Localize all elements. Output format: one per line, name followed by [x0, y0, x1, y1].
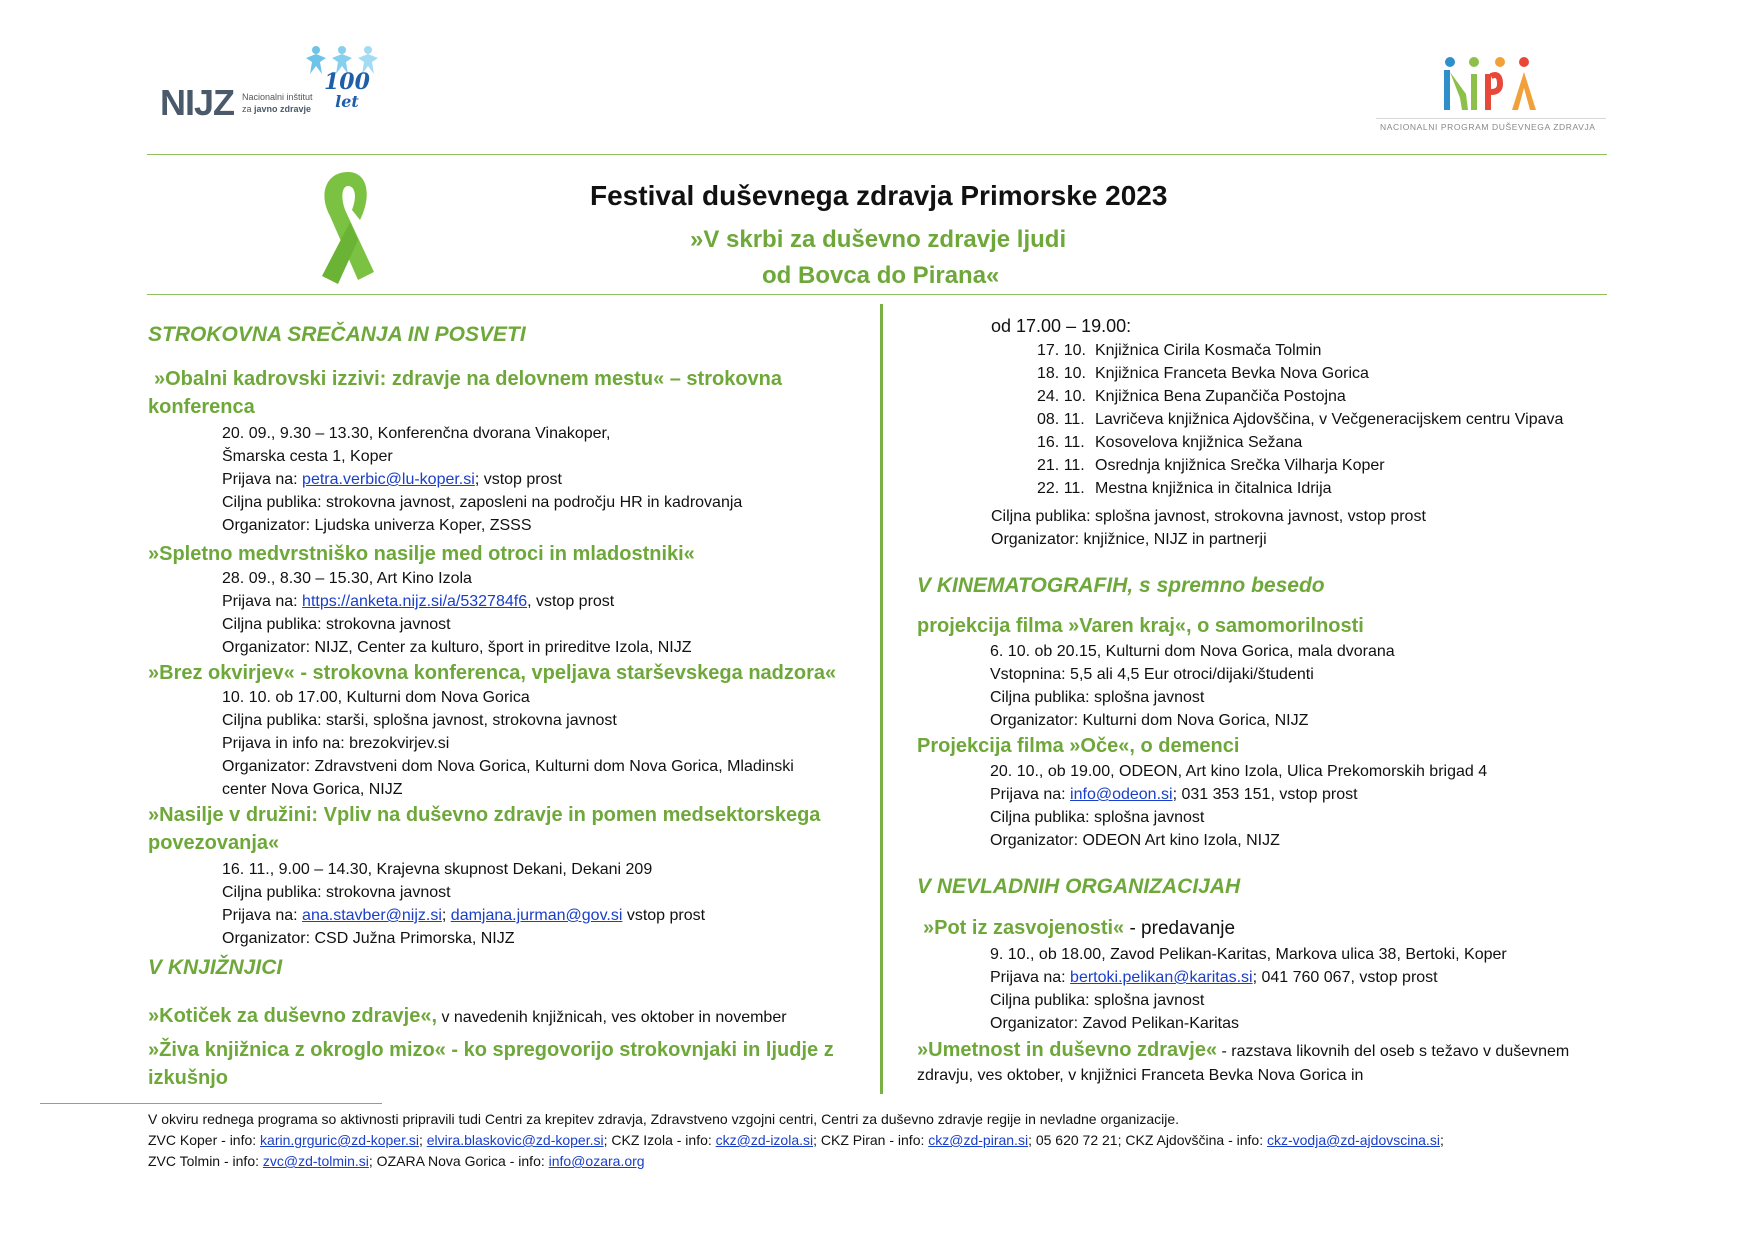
email-link-odeon[interactable]: info@odeon.si — [1070, 786, 1173, 803]
email-link-karin[interactable]: karin.grguric@zd-koper.si — [260, 1132, 419, 1148]
library-item: 16. 11. Kosovelova knjižnica Sežana — [1037, 434, 1303, 451]
email-link-ckz-piran[interactable]: ckz@zd-piran.si — [928, 1132, 1029, 1148]
library-info: Ciljna publika: splošna javnost, strokovna javnost, vstop prost Organizator: knjižnice, NIJZ in partnerji — [991, 508, 1426, 548]
library-item: 24. 10. Knjižnica Bena Zupančiča Postojna — [1037, 388, 1346, 405]
event-details-nasilje: 16. 11., 9.00 – 14.30, Krajevna skupnost Dekani, Dekani 209 Ciljna publika: strokovna javnost Prijava na: ana.stavber@nijz.si; damjana.jurman@gov.si vstop prost Organizator: CSD Južna Primorska, NIJZ — [222, 861, 706, 947]
email-link-zvc-tolmin[interactable]: zvc@zd-tolmin.si — [262, 1153, 369, 1169]
email-link-ana[interactable]: ana.stavber@nijz.si — [302, 907, 442, 924]
mira-logo — [1376, 54, 1608, 136]
library-item: 22. 11. Mestna knjižnica in čitalnica Idrija — [1037, 480, 1332, 497]
mira-figures-icon — [1438, 54, 1548, 114]
mira-subtitle: NACIONALNI PROGRAM DUŠEVNEGA ZDRAVJA — [1380, 122, 1596, 132]
library-item: 21. 11. Osrednja knjižnica Srečka Vilharja Koper — [1037, 457, 1385, 474]
library-item: 08. 11. Lavričeva knjižnica Ajdovščina, v Večgeneracijskem centru Vipava — [1037, 411, 1564, 428]
event-title-pot: »Pot iz zasvojenosti« - predavanje — [923, 917, 1236, 939]
page-subtitle-1: »V skrbi za duševno zdravje ljudi — [690, 226, 1067, 253]
email-link-ckz-ajdovscina[interactable]: ckz-vodja@zd-ajdovscina.si — [1266, 1132, 1440, 1148]
page-title: Festival duševnega zdravja Primorske 2023 — [590, 180, 1168, 211]
library-item: 18. 10. Knjižnica Franceta Bevka Nova Gorica — [1037, 365, 1369, 382]
footer-rule — [40, 1103, 382, 1104]
event-title-obalni: »Obalni kadrovski izzivi: zdravje na delovnem mestu« – strokovna konferenca — [148, 368, 783, 418]
event-details-varen-kraj: 6. 10. ob 20.15, Kulturni dom Nova Gorica, mala dvorana Vstopnina: 5,5 ali 4,5 Eur otroci/dijaki/študenti Ciljna publika: splošna javnost Organizator: Kulturni dom Nova Gorica, NIJZ — [990, 643, 1395, 729]
header-rule-bottom — [147, 294, 1607, 295]
mira-name — [1376, 54, 1377, 55]
email-link-pelikan[interactable]: bertoki.pelikan@karitas.si — [1070, 969, 1253, 986]
event-title-spletno: »Spletno medvrstniško nasilje med otroci in mladostniki« — [148, 543, 695, 565]
nijz-abbr: NIJZ — [160, 82, 235, 123]
event-details-oce: 20. 10., ob 19.00, ODEON, Art kino Izola, Ulica Prekomorskih brigad 4 Prijava na: info@odeon.si; 031 353 151, vstop prost Ciljna publika: splošna javnost Organizator: ODEON Art kino Izola, NIJZ — [990, 763, 1488, 849]
library-item: 17. 10. Knjižnica Cirila Kosmača Tolmin — [1037, 342, 1322, 359]
event-title-ziva-knjiznica: »Živa knjižnica z okroglo mizo« - ko spregovorijo strokovnjaki in ljudje z izkušnjo — [148, 1039, 834, 1089]
event-details-spletno: 28. 09., 8.30 – 15.30, Art Kino Izola Prijava na: https://anketa.nijz.si/a/532784f6, vstop prost Ciljna publika: strokovna javnost Organizator: NIJZ, Center za kulturo, šport in prireditve Izola, NIJZ — [222, 570, 692, 656]
event-umetnost: »Umetnost in duševno zdravje« - razstava likovnih del oseb s težavo v duševnem zdravju, ves oktober, v knjižnici Franceta Bevka Nova Gorica in — [917, 1039, 1570, 1084]
email-link-damjana[interactable]: damjana.jurman@gov.si — [450, 907, 623, 924]
page-subtitle-2: od Bovca do Pirana« — [762, 262, 1000, 289]
event-title-brez-okvirjev: »Brez okvirjev« - strokovna konferenca, vpeljava starševskega nadzora« — [148, 662, 837, 684]
section-kinematografi: V KINEMATOGRAFIH, s spremno besedo — [917, 574, 1325, 597]
column-divider — [880, 304, 883, 1094]
event-details-pot: 9. 10., ob 18.00, Zavod Pelikan-Karitas, Markova ulica 38, Bertoki, Koper Prijava na: bertoki.pelikan@karitas.si; 041 760 067, vstop prost Ciljna publika: splošna javnost Organizator: Zavod Pelikan-Karitas — [990, 946, 1507, 1032]
mira-rule — [1376, 118, 1606, 119]
email-link-ckz-izola[interactable]: ckz@zd-izola.si — [715, 1132, 814, 1148]
section-knjiznjici: V KNJIŽNJICI — [148, 956, 283, 979]
nijz-logo — [160, 44, 390, 126]
event-title-varen-kraj: projekcija filma »Varen kraj«, o samomorilnosti — [917, 615, 1364, 637]
footer: V okviru rednega programa so aktivnosti pripravili tudi Centri za krepitev zdravja, Zdravstveno vzgojni centri, Centri za duševno zdravje regije in nevladne organizacije. ZVC Koper - info: karin.grguric@zd-koper.si; elvira.blaskovic@zd-koper.si; CKZ Izola - info: ckz@zd-izola.si; CKZ Piran - info: ckz@zd-piran.si; 05 620 72 21; CKZ Ajdovščina - info: ckz-vodja@zd-ajdovscina.si; ZVC Tolmin - info: zvc@zd-tolmin.si; OZARA Nova Gorica - info: info@ozara.org — [148, 1111, 1444, 1169]
header-rule-top — [147, 154, 1607, 155]
nijz-name-line1: Nacionalni inštitut — [242, 92, 313, 102]
event-details-brez-okvirjev: 10. 10. ob 17.00, Kulturni dom Nova Gorica Ciljna publika: starši, splošna javnost, strokovna javnost Prijava in info na: brezokvirjev.si Organizator: Zdravstveni dom Nova Gorica, Kulturni dom Nova Gorica, Mladinski center Nova Gorica, NIJZ — [222, 689, 794, 798]
survey-link[interactable]: https://anketa.nijz.si/a/532784f6 — [302, 593, 528, 610]
nijz-name-line2: za javno zdravje — [242, 104, 312, 114]
section-nevladne: V NEVLADNIH ORGANIZACIJAH — [917, 875, 1241, 898]
email-link-ozara[interactable]: info@ozara.org — [548, 1153, 645, 1169]
event-title-oce: Projekcija filma »Oče«, o demenci — [917, 735, 1240, 757]
library-time: od 17.00 – 19.00: — [991, 316, 1132, 336]
email-link-petra[interactable]: petra.verbic@lu-koper.si — [302, 471, 475, 488]
event-details-obalni: 20. 09., 9.30 – 13.30, Konferenčna dvorana Vinakoper, Šmarska cesta 1, Koper Prijava na: petra.verbic@lu-koper.si; vstop prost Ciljna publika: strokovna javnost, zaposleni na področju HR in kadrovanja Organizator: Ljudska univerza Koper, ZSSS — [222, 425, 743, 534]
green-ribbon-icon — [308, 168, 388, 286]
section-strokovna: STROKOVNA SREČANJA IN POSVETI — [148, 323, 526, 346]
library-list — [1037, 339, 1563, 500]
anniversary-badge: 100 let — [324, 69, 370, 111]
event-koticek: »Kotiček za duševno zdravje«, v navedenih knjižnicah, ves oktober in november — [148, 1005, 787, 1027]
email-link-elvira[interactable]: elvira.blaskovic@zd-koper.si — [426, 1132, 604, 1148]
event-title-nasilje: »Nasilje v družini: Vpliv na duševno zdravje in pomen medsektorskega povezovanja« — [148, 804, 821, 854]
